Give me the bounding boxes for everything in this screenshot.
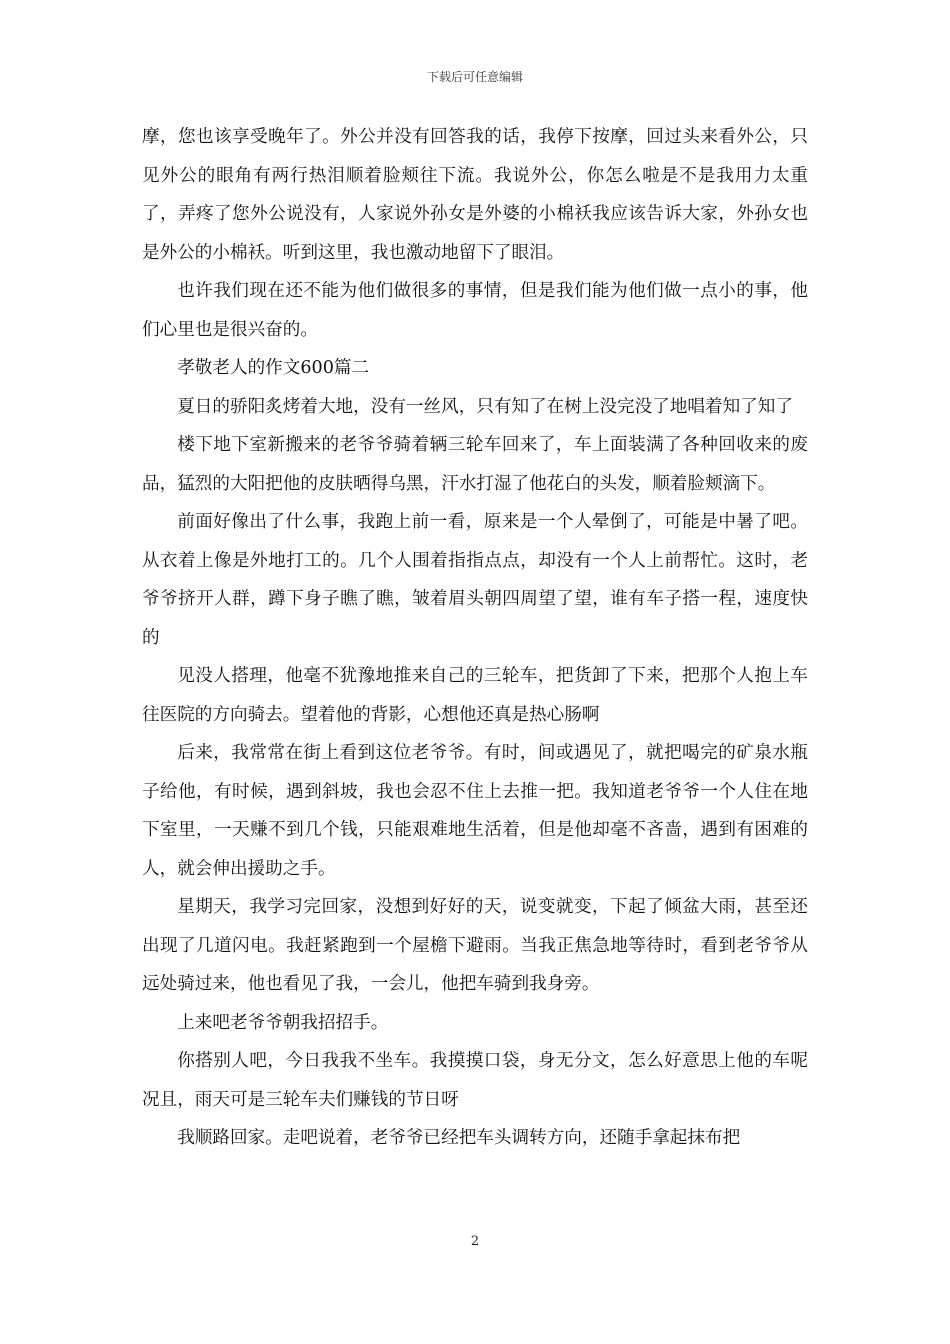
paragraph: 楼下地下室新搬来的老爷爷骑着辆三轮车回来了，车上面装满了各种回收来的废品，猛烈的大阳把他的皮肤晒得乌黑，汗水打湿了他花白的头发，顺着脸颊滴下。 <box>142 435 808 494</box>
paragraph: 夏日的骄阳炙烤着大地，没有一丝风，只有知了在树上没完没了地唱着知了知了 <box>177 396 793 417</box>
paragraph: 也许我们现在还不能为他们做很多的事情，但是我们能为他们做一点小的事，他们心里也是很兴奋的。 <box>142 281 808 340</box>
page-header-note: 下载后可任意编辑 <box>426 70 523 84</box>
paragraph: 我顺路回家。走吧说着，老爷爷已经把车头调转方向，还随手拿起抹布把 <box>177 1128 741 1148</box>
paragraph: 后来，我常常在街上看到这位老爷爷。有时，间或遇见了，就把喝完的矿泉水瓶子给他，有时候，遇到斜坡，我也会忍不住上去推一把。我知道老爷爷一个人住在地下室里，一天赚不到几个钱，只能艰难地生活着，但是他却毫不吝啬，遇到有困难的人，就会伸出援助之手。 <box>142 743 808 879</box>
paragraph: 你搭别人吧，今日我我不坐车。我摸摸口袋，身无分文，怎么好意思上他的车呢况且，雨天可是三轮车夫们赚钱的节日呀 <box>142 1051 808 1110</box>
section-heading: 孝敬老人的作文600篇二 <box>177 358 370 378</box>
page-number: 2 <box>470 1234 480 1249</box>
paragraph: 星期天，我学习完回家，没想到好好的天，说变就变，下起了倾盆大雨，甚至还出现了几道闪电。我赶紧跑到一个屋檐下避雨。当我正焦急地等待时，看到老爷爷从远处骑过来，他也看见了我，一会儿，他把车骑到我身旁。 <box>142 897 808 994</box>
paragraph: 见没人搭理，他毫不犹豫地推来自己的三轮车，把货卸了下来，把那个人抱上车往医院的方向骑去。望着他的背影，心想他还真是热心肠啊 <box>142 666 808 725</box>
paragraph: 前面好像出了什么事，我跑上前一看，原来是一个人晕倒了，可能是中暑了吧。从衣着上像是外地打工的。几个人围着指指点点，却没有一个人上前帮忙。这时，老爷爷挤开人群，蹲下身子瞧了瞧，皱着眉头朝四周望了望，谁有车子搭一程，速度快的 <box>142 512 808 648</box>
document-body <box>142 118 808 1158</box>
paragraph: 上来吧老爷爷朝我招招手。 <box>177 1012 389 1033</box>
paragraph: 摩，您也该享受晚年了。外公并没有回答我的话，我停下按摩，回过头来看外公，只见外公的眼角有两行热泪顺着脸颊往下流。我说外公，你怎么啦是不是我用力太重了，弄疼了您外公说没有，人家说外孙女是外婆的小棉袄我应该告诉大家，外孙女也是外公的小棉袄。听到这里，我也激动地留下了眼泪。 <box>142 127 808 263</box>
